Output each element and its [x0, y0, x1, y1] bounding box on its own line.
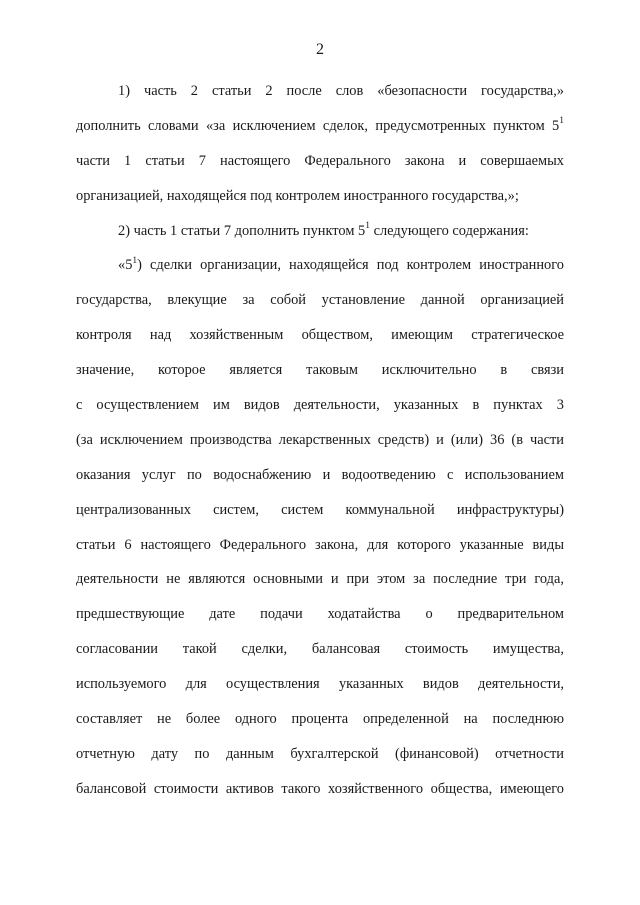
text-line: с осуществлением им видов деятельности, указанных в пунктах 3 — [76, 397, 564, 414]
text-line: дополнить словами «за исключением сделок, предусмотренных пунктом $5^1$ — [76, 116, 564, 134]
text-line: балансовой стоимости активов такого хозяйственного общества, имеющего — [76, 780, 564, 797]
superscript: 1 — [559, 116, 564, 127]
text-line: 1) часть 2 статьи 2 после слов «безопасности государства,» — [118, 83, 564, 99]
superscript: 1 — [365, 220, 370, 231]
text-line: централизованных систем, систем коммунальной инфраструктуры) — [76, 501, 564, 518]
text-line: части 1 статьи 7 настоящего Федерального закона и совершаемых — [76, 152, 564, 169]
superscript: 1 — [132, 255, 138, 266]
text-line: деятельности не являются основными и при этом за последние три года, — [76, 571, 564, 588]
text-line: организацией, находящейся под контролем иностранного государства,»; — [76, 187, 519, 204]
text-line: контроля над хозяйственным обществом, имеющим стратегическое — [76, 327, 564, 344]
text-line: составляет не более одного процента определенной на последнюю — [76, 711, 564, 728]
text-line: государства, влекущие за собой установление данной организацией — [76, 292, 564, 309]
text-line: (за исключением производства лекарственных средств) и (или) 36 (в части — [76, 431, 564, 448]
text-line: отчетную дату по данным бухгалтерской (финансовой) отчетности — [76, 745, 564, 762]
text-line: предшествующие дате подачи ходатайства о предварительном — [76, 606, 564, 623]
text-line: 2) часть 1 статьи 7 дополнить пунктом $5^1$ следующего содержания: — [118, 220, 529, 239]
text-line: значение, которое является таковым исключительно в связи — [76, 362, 564, 379]
text-line: оказания услуг по водоснабжению и водоотведению с использованием — [76, 466, 564, 483]
text-line: статьи 6 настоящего Федерального закона, для которого указанные виды — [76, 536, 564, 553]
text-line: согласовании такой сделки, балансовая стоимость имущества, — [76, 641, 564, 658]
document-body — [76, 74, 564, 807]
text-line: используемого для осуществления указанных видов деятельности, — [76, 676, 564, 693]
text-line: «$5^1$) сделки организации, находящейся под контролем иностранного — [118, 255, 564, 274]
page-number: 2 — [316, 41, 324, 58]
